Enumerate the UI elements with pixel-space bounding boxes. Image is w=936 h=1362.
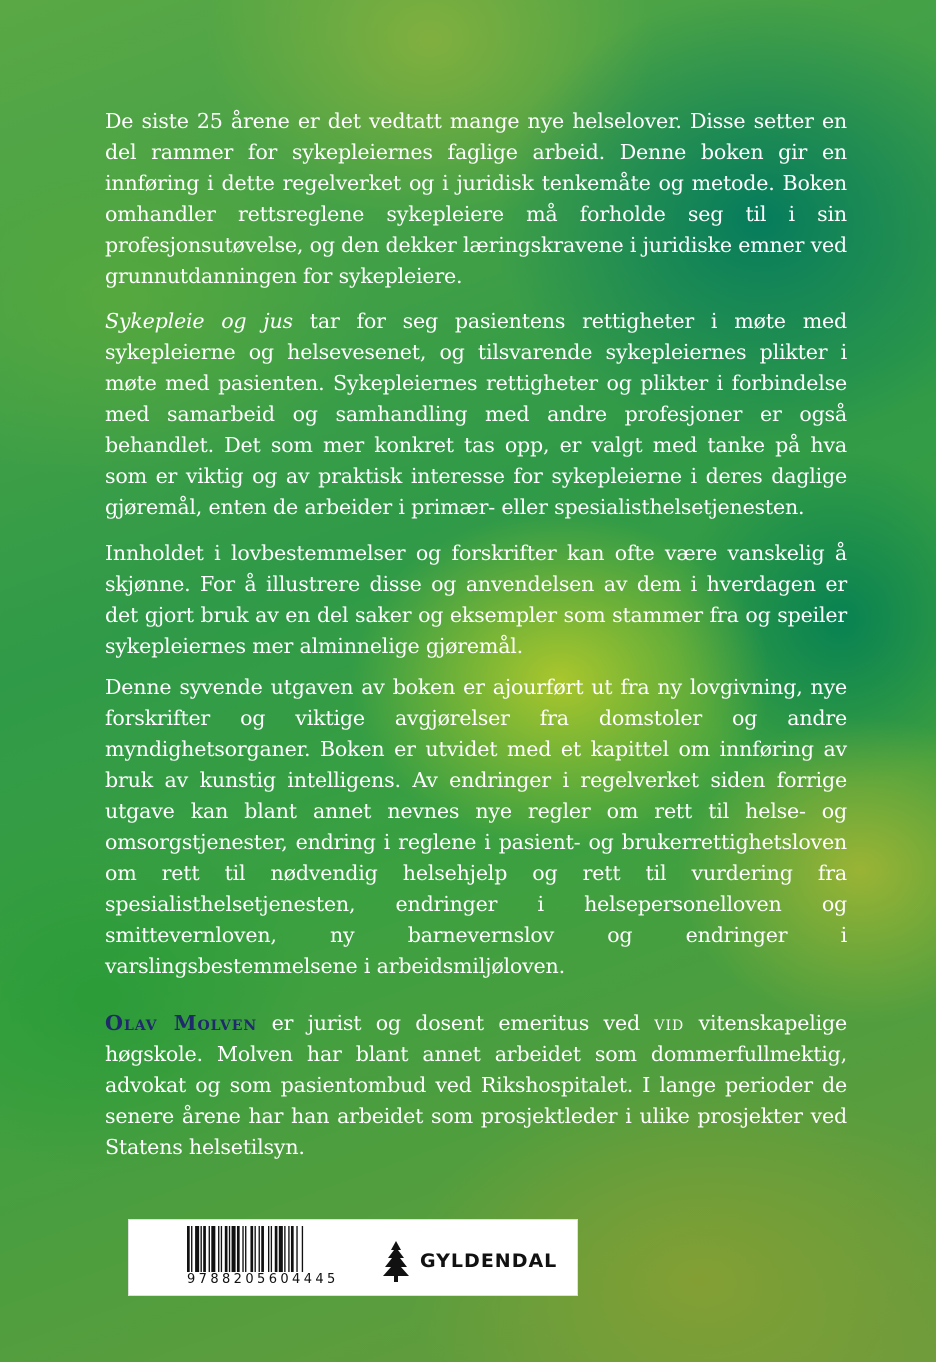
description-paragraph-4 xyxy=(105,672,847,982)
paragraph-text: Denne syvende utgaven av boken er ajourført ut fra ny lovgivning, nye forskrifter og viktige avgjørelser fra domstoler og andre myndighetsorganer. Boken er utvidet med et kapittel om innføring av bruk av kunstig intelligens. Av endringer i regelverket siden forrige utgave kan blant annet nevnes nye regler om rett til helse- og omsorgstjenester, endring i reglene i pasient- og brukerrettighetsloven om rett til nødvendig helsehjelp og rett til vurdering fra spesialisthelsetjenesten, endringer i helsepersonelloven og smittevernloven, ny barnevernslov og endringer i varslingsbestemmelsene i arbeidsmiljøloven. xyxy=(105,675,847,978)
paragraph-rest: tar for seg pasientens rettigheter i møte med sykepleierne og helsevesenet, og tilsvarende sykepleiernes plikter i møte med pasienten. Sykepleiernes rettigheter og plikter i forbindelse med samarbeid og samhandling med andre profesjoner er også behandlet. Det som mer konkret tas opp, er valgt med tanke på hva som er viktig og av praktisk interesse for sykepleierne i deres daglige gjøremål, enten de arbeider i primær- eller spesialisthelsetjenesten. xyxy=(105,309,847,519)
bio-text-part-1: er jurist og dosent emeritus ved xyxy=(257,1011,655,1035)
paragraph-text: De siste 25 årene er det vedtatt mange nye helselover. Disse setter en del rammer for sykepleiernes faglige arbeid. Denne boken gir en innføring i dette regelverket og i juridisk tenkemåte og metode. Boken omhandler rettsreglene sykepleiere må forholde seg til i sin profesjonsutøvelse, og den dekker læringskravene i juridiske emner ved grunnutdanningen for sykepleiere. xyxy=(105,109,847,288)
description-paragraph-3 xyxy=(105,538,847,662)
isbn-barcode xyxy=(185,1226,345,1272)
publisher-logo xyxy=(382,1240,557,1282)
author-name: Olav Molven xyxy=(105,1011,258,1035)
book-title: Sykepleie og jus xyxy=(105,309,293,333)
author-bio xyxy=(105,1008,847,1163)
description-paragraph-1 xyxy=(105,106,847,292)
pine-tree-icon xyxy=(382,1240,410,1282)
bio-text-part-2: vitenskapelige høgskole. Molven har blant annet arbeidet som dommerfullmektig, advokat og som pasientombud ved Rikshospitalet. I lange perioder de senere årene har han arbeidet som prosjektleder i ulike prosjekter ved Statens helsetilsyn. xyxy=(105,1011,847,1159)
author-bio-text xyxy=(105,1008,847,1163)
isbn-digits: 9788205604445 xyxy=(187,1272,339,1287)
publisher-name: GYLDENDAL xyxy=(420,1250,558,1272)
barcode-panel xyxy=(128,1219,578,1296)
description-paragraph-2 xyxy=(105,306,847,523)
paragraph-text: Innholdet i lovbestemmelser og forskrifter kan ofte være vanskelig å skjønne. For å illustrere disse og anvendelsen av dem i hverdagen er det gjort bruk av en del saker og eksempler som stammer fra og speiler sykepleiernes mer alminnelige gjøremål. xyxy=(105,541,847,658)
vid-abbreviation: vid xyxy=(654,1011,685,1035)
paragraph-text xyxy=(105,306,847,523)
